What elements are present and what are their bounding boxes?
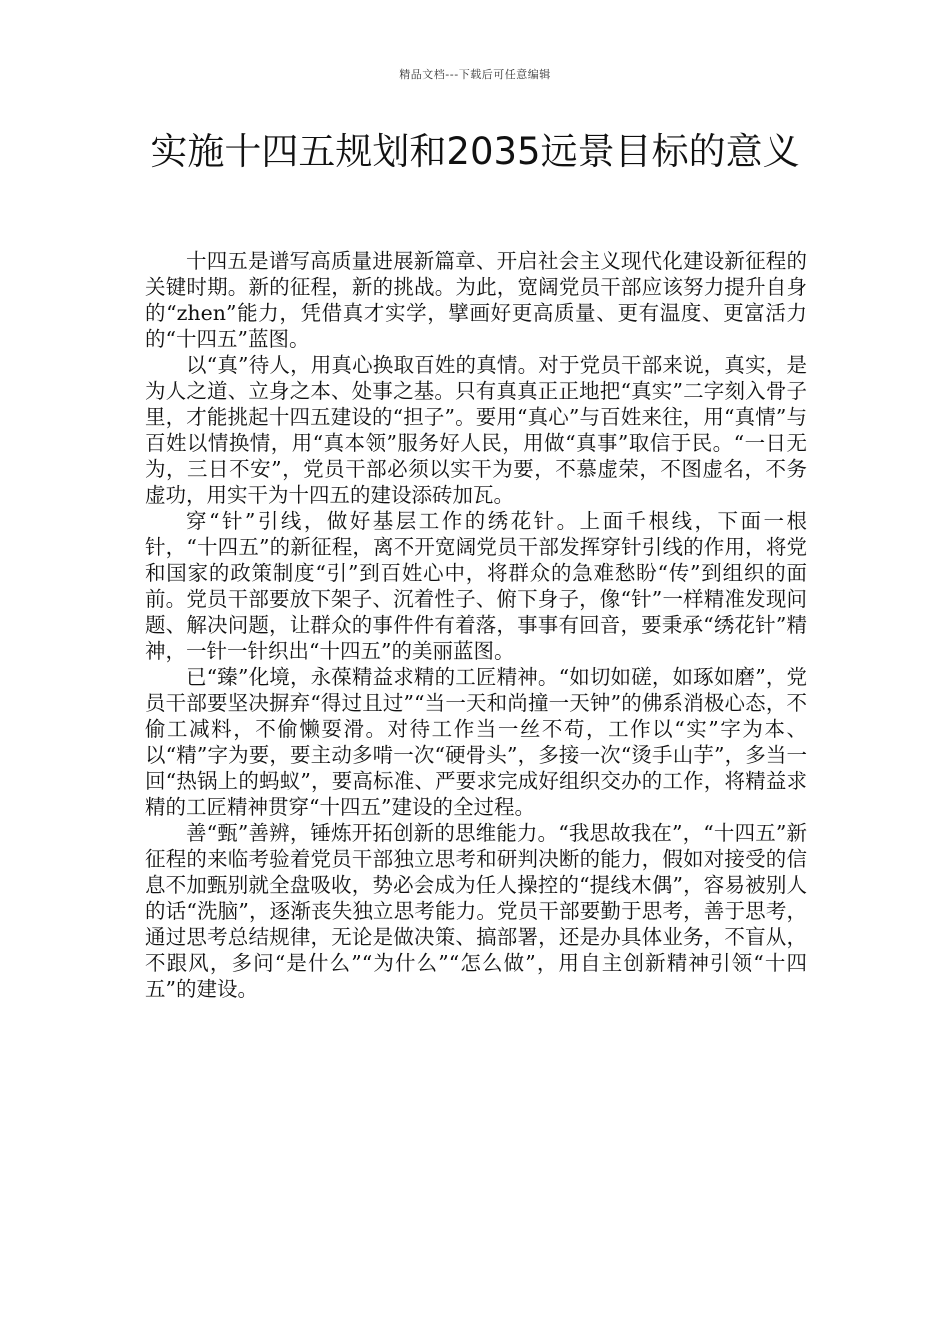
paragraph-zhen-truth: 以“真”待人，用真心换取百姓的真情。对于党员干部来说，真实，是为人之道、立身之本、处事之基。只有真真正正地把“真实”二字刻入骨子里，才能挑起十四五建设的“担子”。要用“真心”与百姓来往，用“真情”与百姓以情换情，用“真本领”服务好人民，用做“真事”取信于民。“一日无为，三日不安”，党员干部必须以实干为要，不慕虚荣，不图虚名，不务虚功，用实干为十四五的建设添砖加瓦。 bbox=[145, 353, 807, 507]
paragraph-intro: 十四五是谱写高质量进展新篇章、开启社会主义现代化建设新征程的关键时期。新的征程，新的挑战。为此，宽阔党员干部应该努力提升自身的“zhen”能力，凭借真才实学，擘画好更高质量、更有温度、更富活力的“十四五”蓝图。 bbox=[145, 249, 807, 351]
document-title: 实施十四五规划和2035远景目标的意义 bbox=[150, 130, 800, 173]
paragraph-needle: 穿“针”引线，做好基层工作的绣花针。上面千根线，下面一根针，“十四五”的新征程，离不开宽阔党员干部发挥穿针引线的作用，将党和国家的政策制度“引”到百姓心中，将群众的急难愁盼“传”到组织的面前。党员干部要放下架子、沉着性子、俯下身子，像“针”一样精准发现问题、解决问题，让群众的事件件有着落，事事有回音，要秉承“绣花针”精神，一针一针织出“十四五”的美丽蓝图。 bbox=[145, 509, 807, 663]
document-body bbox=[145, 248, 807, 1002]
header-note: 精品文档---下载后可任意编辑 bbox=[399, 68, 551, 81]
paragraph-craftsmanship: 已“臻”化境，永葆精益求精的工匠精神。“如切如磋，如琢如磨”，党员干部要坚决摒弃“得过且过”“当一天和尚撞一天钟”的佛系消极心态，不偷工减料，不偷懒耍滑。对待工作当一丝不苟，工作以“实”字为本、以“精”字为要，要主动多啃一次“硬骨头”，多接一次“烫手山芋”，多当一回“热锅上的蚂蚁”，要高标准、严要求完成好组织交办的工作，将精益求精的工匠精神贯穿“十四五”建设的全过程。 bbox=[145, 665, 807, 819]
paragraph-discernment: 善“甄”善辨，锤炼开拓创新的思维能力。“我思故我在”，“十四五”新征程的来临考验着党员干部独立思考和研判决断的能力，假如对接受的信息不加甄别就全盘吸收，势必会成为任人操控的“提线木偶”，容易被别人的话“洗脑”，逐渐丧失独立思考能力。党员干部要勤于思考，善于思考，通过思考总结规律，无论是做决策、搞部署，还是办具体业务，不盲从，不跟风，多问“是什么”“为什么”“怎么做”，用自主创新精神引领“十四五”的建设。 bbox=[145, 821, 807, 1001]
